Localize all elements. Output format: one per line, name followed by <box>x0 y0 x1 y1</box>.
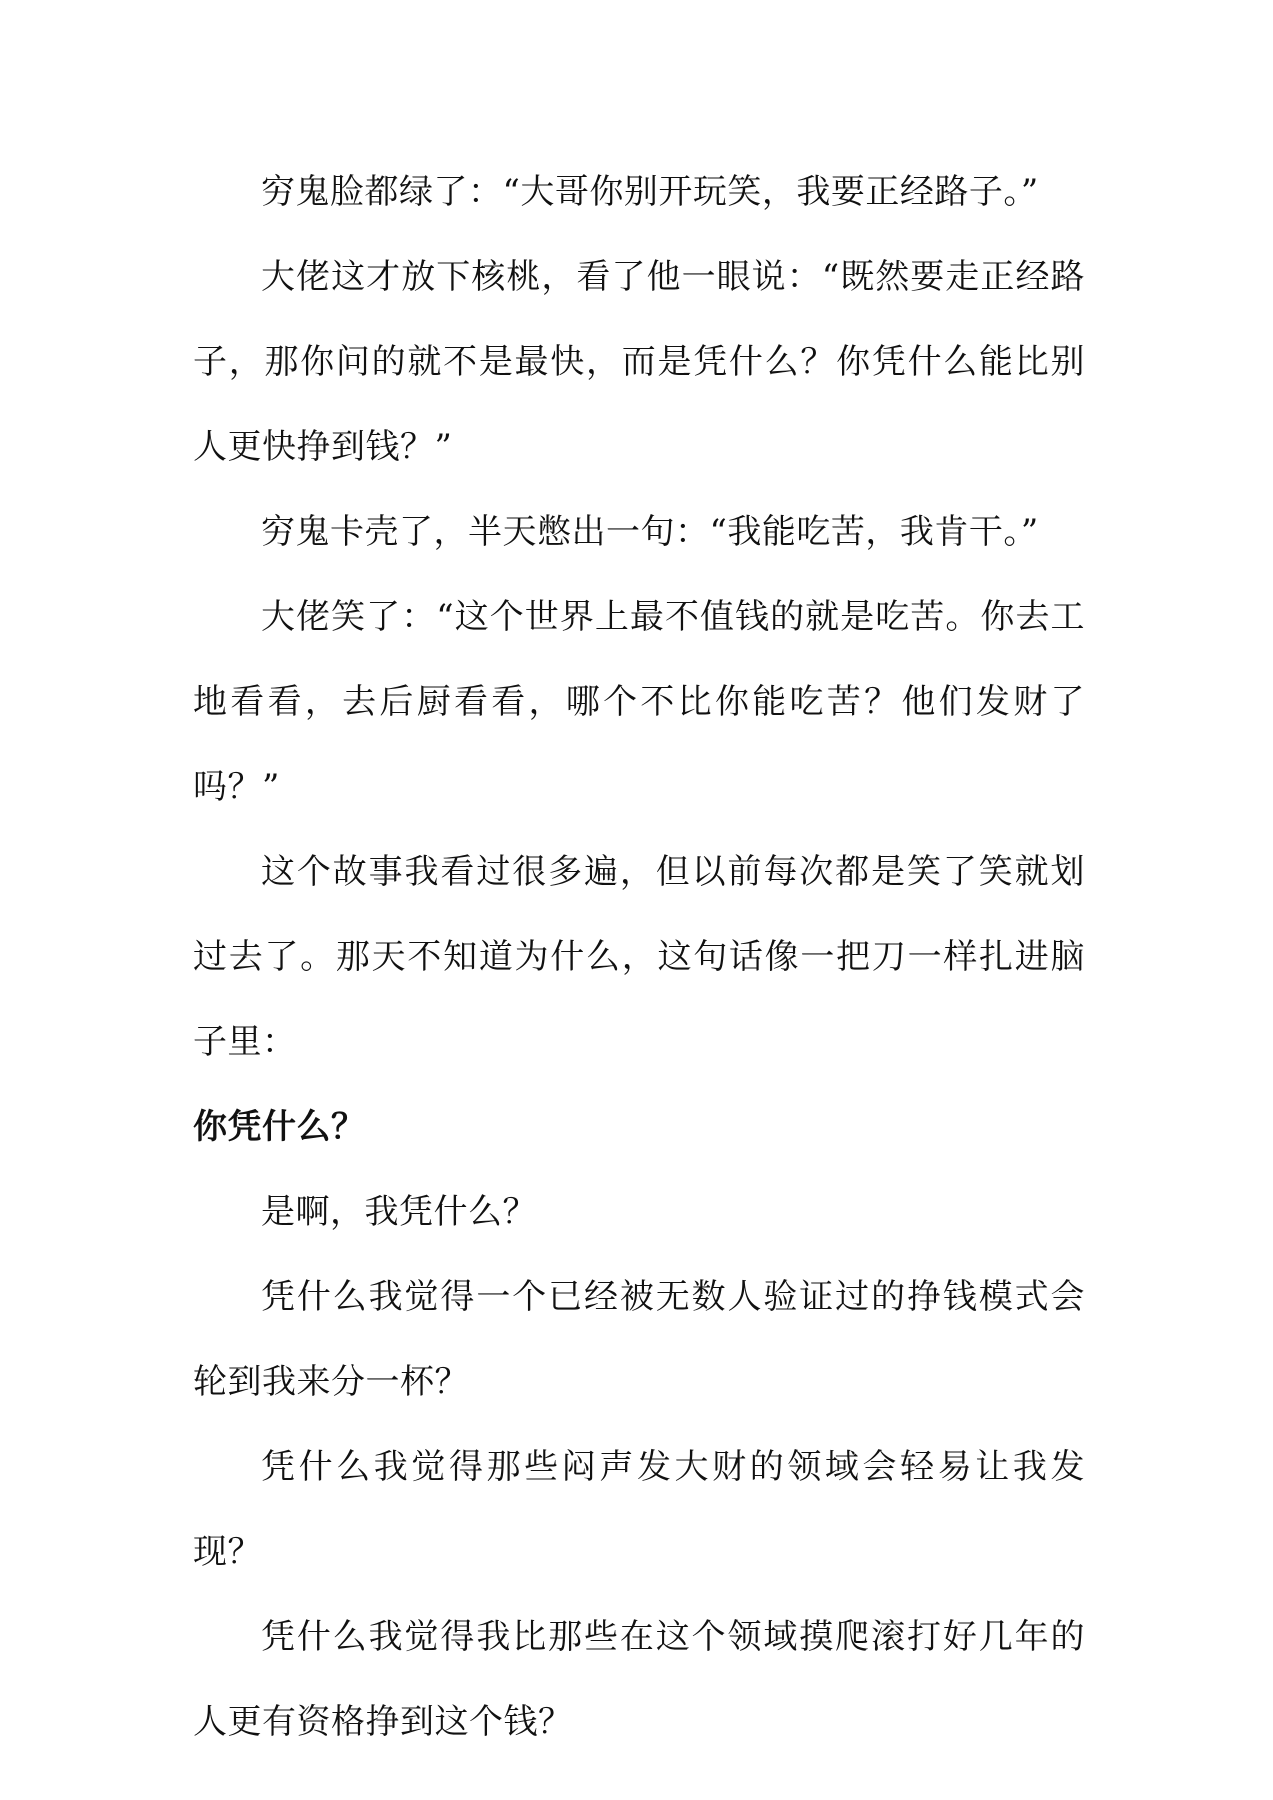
paragraph: 凭什么我觉得一个已经被无数人验证过的挣钱模式会轮到我来分一杯？ <box>193 1277 1085 1402</box>
document-body <box>193 150 1085 1765</box>
paragraph: 大佬笑了：“这个世界上最不值钱的就是吃苦。你去工地看看，去后厨看看，哪个不比你能吃苦？他们发财了吗？” <box>193 597 1085 807</box>
paragraph: 穷鬼卡壳了，半天憋出一句：“我能吃苦，我肯干。” <box>261 512 1039 552</box>
paragraph: 这个故事我看过很多遍，但以前每次都是笑了笑就划过去了。那天不知道为什么，这句话像一把刀一样扎进脑子里： <box>193 852 1085 1062</box>
paragraph: 穷鬼脸都绿了：“大哥你别开玩笑，我要正经路子。” <box>261 172 1039 212</box>
paragraph: 大佬这才放下核桃，看了他一眼说：“既然要走正经路子，那你问的就不是最快，而是凭什么？你凭什么能比别人更快挣到钱？” <box>193 257 1085 467</box>
paragraph: 是啊，我凭什么？ <box>261 1192 537 1232</box>
paragraph: 凭什么我觉得我比那些在这个领域摸爬滚打好几年的人更有资格挣到这个钱？ <box>193 1617 1085 1742</box>
paragraph: 凭什么我觉得那些闷声发大财的领域会轻易让我发现？ <box>193 1447 1085 1572</box>
emphasized-question: 你凭什么？ <box>193 1107 366 1147</box>
